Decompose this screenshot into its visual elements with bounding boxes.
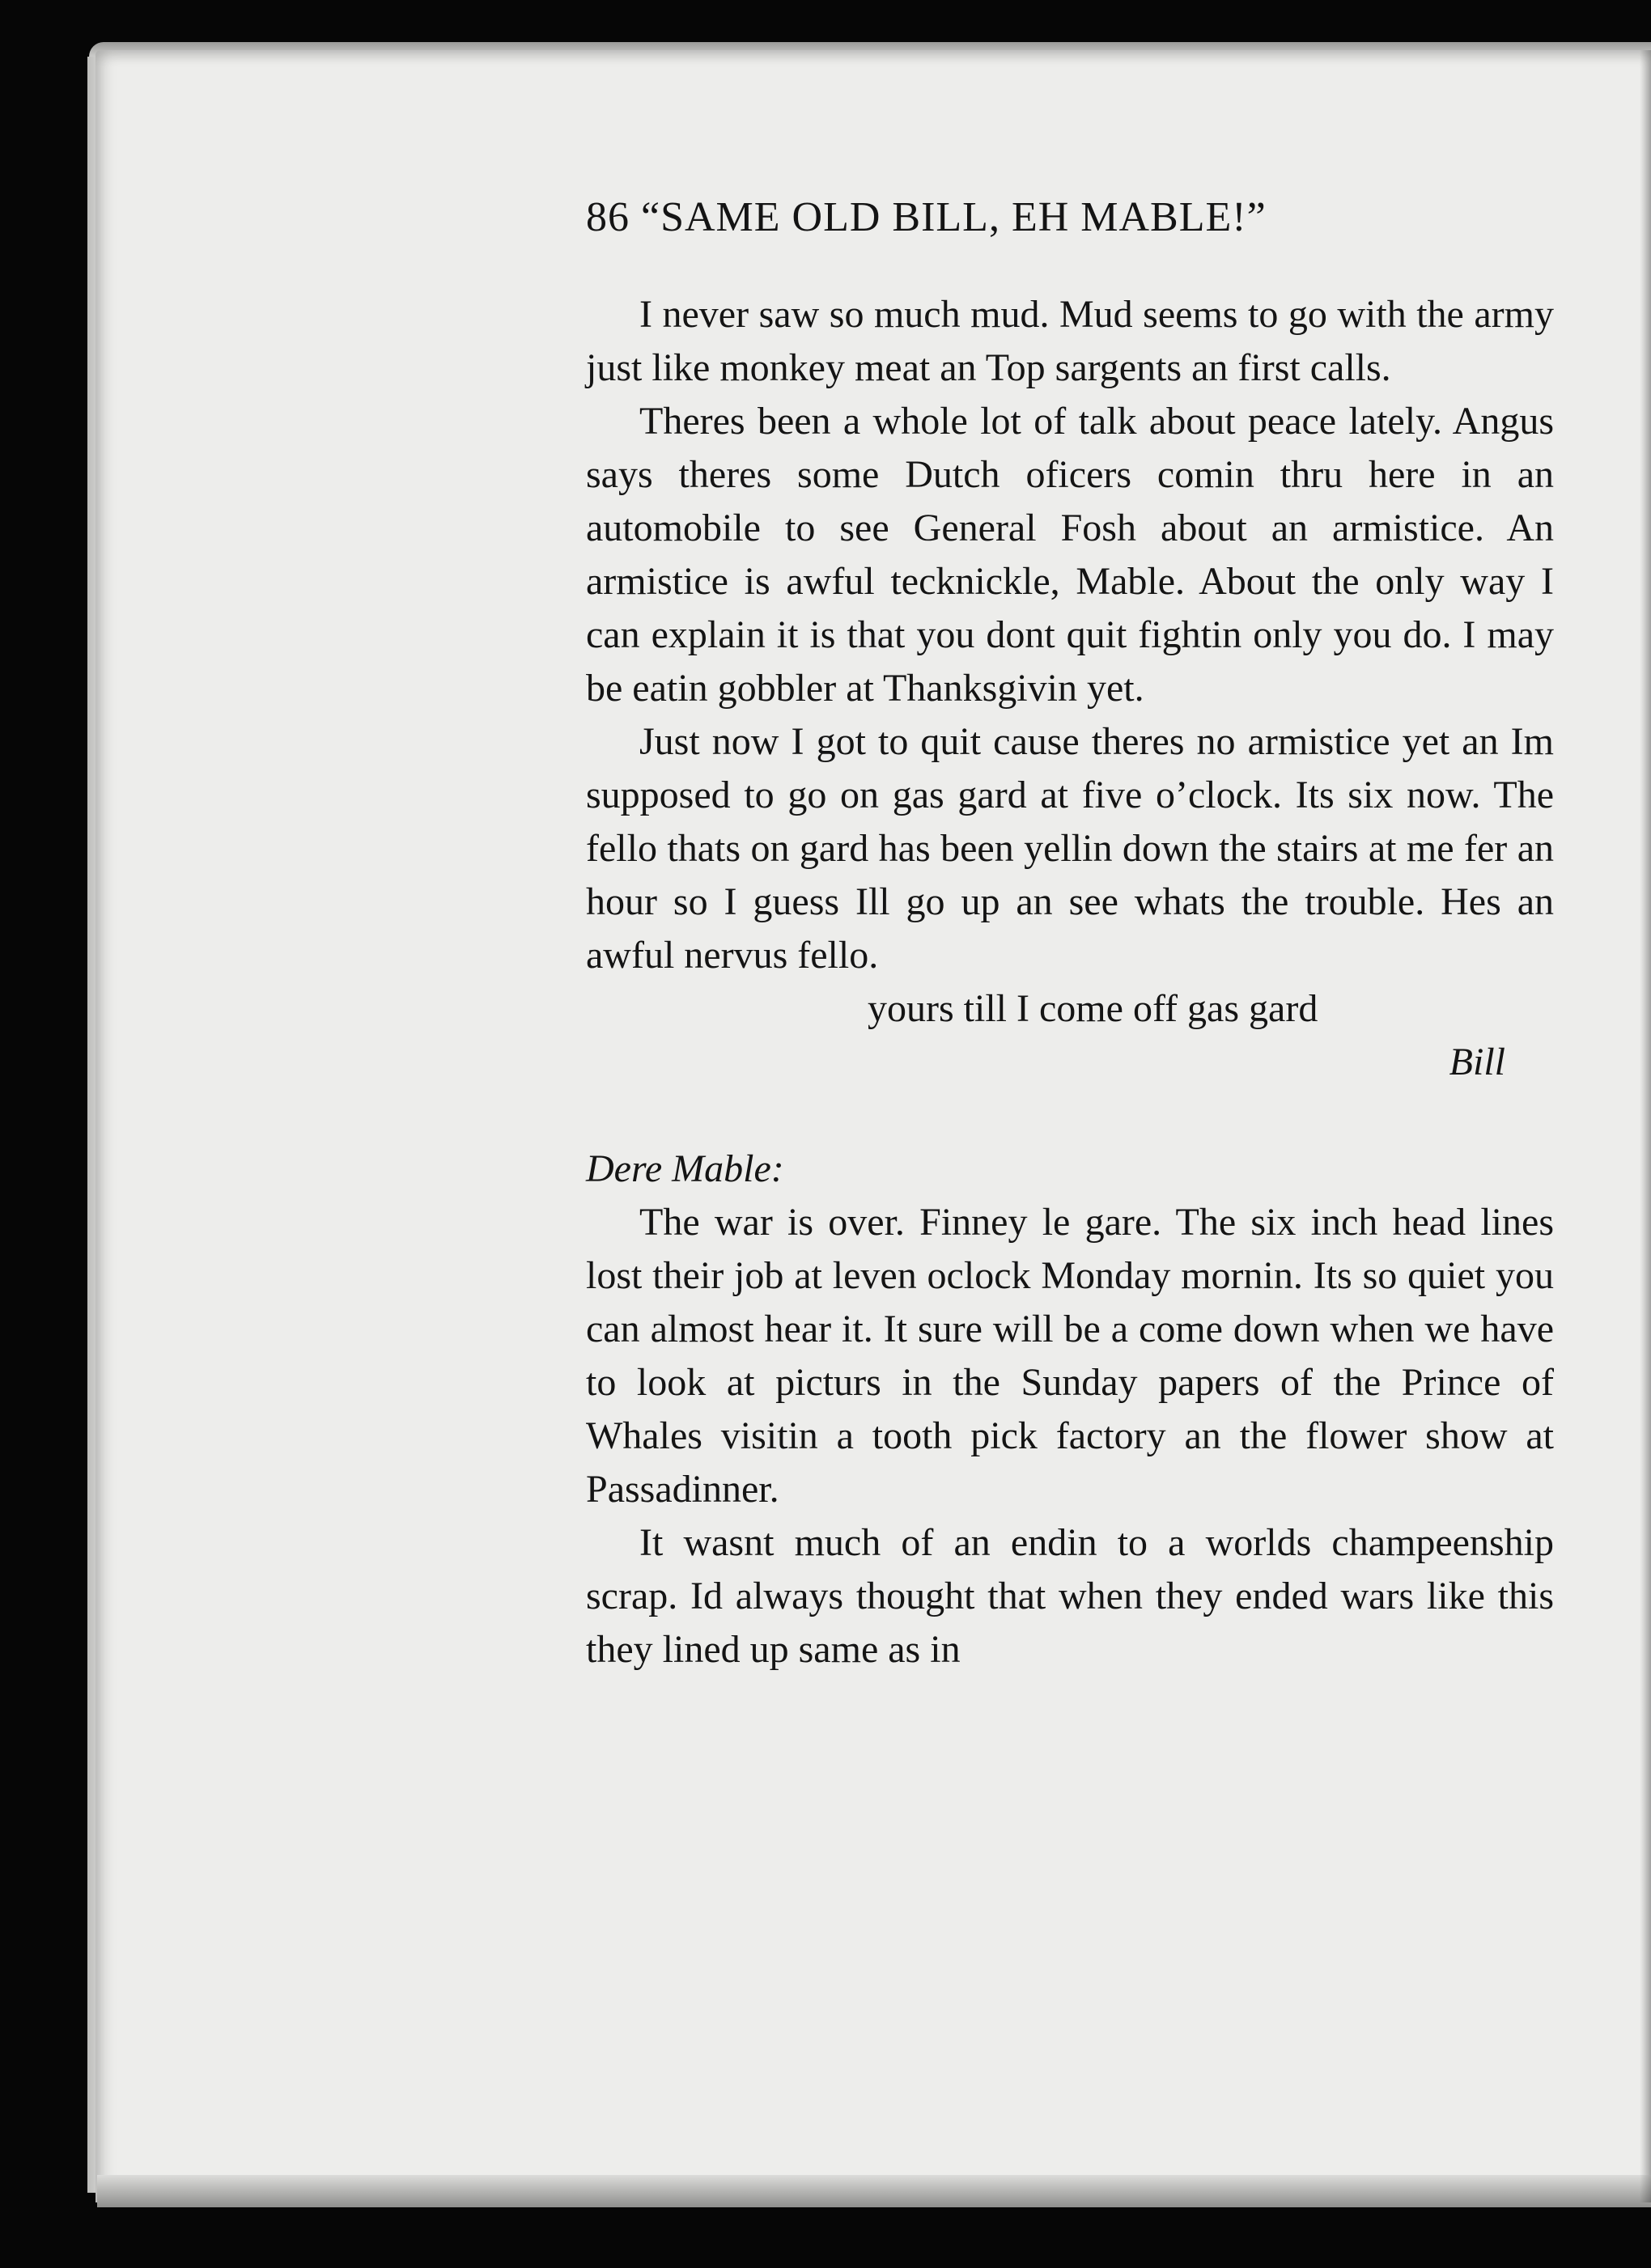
page-number: 86 bbox=[586, 194, 630, 240]
paragraph: Theres been a whole lot of talk about peace lately. Angus says theres some Dutch oficers comin thru here in an automobile to see General Fosh about an armistice. An armistice is awful tecknickle, Mable. About the only way I can explain it is that you dont quit fightin only you do. I may be eatin gobbler at Thanksgivin yet. bbox=[586, 400, 1554, 710]
paragraph: It wasnt much of an endin to a worlds champeenship scrap. Id always thought that when they ended wars like this they lined up same as in bbox=[586, 1521, 1554, 1671]
page-text bbox=[586, 191, 1554, 1677]
letter-salutation: Dere Mable: bbox=[586, 1147, 784, 1190]
running-header bbox=[586, 191, 1554, 244]
paragraph: The war is over. Finney le gare. The six inch head lines lost their job at leven oclock Monday mornin. Its so quiet you can almost hear it. It sure will be a come down when we have to look at picturs in the Sunday papers of the Prince of Whales visitin a tooth pick factory an the flower show at Passadinner. bbox=[586, 1201, 1554, 1511]
letter-closing: yours till I come off gas gard bbox=[868, 987, 1318, 1030]
paragraph: Just now I got to quit cause theres no armistice yet an Im supposed to go on gas gard at five o’clock. Its six now. The fello thats on gard has been yellin down the stairs at me fer an hour so I guess Ill go up an see whats the trouble. Hes an awful nervus fello. bbox=[586, 720, 1554, 977]
paragraph: I never saw so much mud. Mud seems to go with the army just like monkey meat an Top sargents an first calls. bbox=[586, 293, 1554, 389]
letter-signature: Bill bbox=[1449, 1041, 1505, 1083]
running-title: “SAME OLD BILL, EH MABLE!” bbox=[641, 194, 1267, 240]
page-bottom-edge bbox=[97, 2175, 1651, 2207]
page-right-shadow bbox=[1640, 50, 1651, 2202]
